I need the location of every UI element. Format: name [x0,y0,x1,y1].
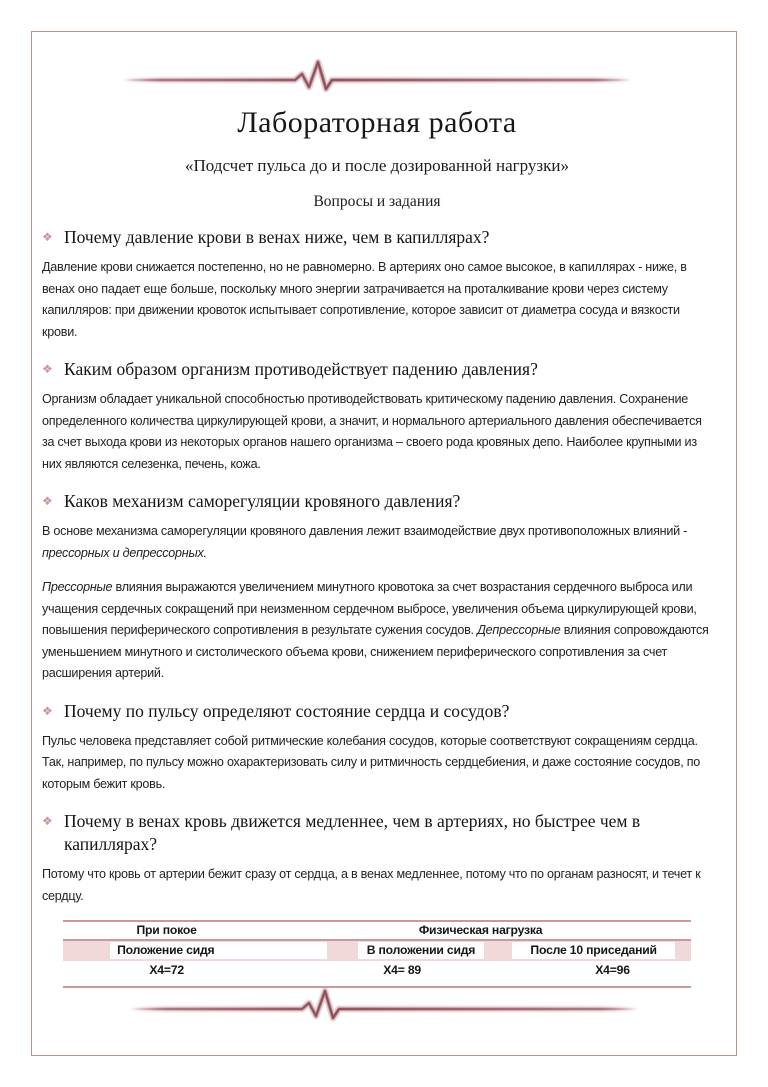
table-condition-cell-sitting-load: В положении сидя [358,942,484,959]
table-header-cell-rest: При покое [136,923,197,937]
question-text: Почему в венах кровь движется медленнее, чем в артериях, но быстрее чем в капиллярах? [64,811,641,854]
table-value-sitting-load: Х4= 89 [383,963,421,977]
answer-segment: Организм обладает уникальной способностью противодействовать критическому падению давления. Сохранение определенного количества циркулирующей крови, а значит, и нормального артериального давления обеспечивается за счет выхода крови из некоторых органов нашего организма – своего рода кровяных депо. Наиболее крупными из них являются селезенка, печень, кожа. [42,392,702,471]
question-text: Почему по пульсу определяют состояние сердца и сосудов? [64,700,510,721]
table-condition-row [63,941,691,961]
diamond-bullet-icon: ❖ [42,362,53,376]
page-subtitle: «Подсчет пульса до и после дозированной нагрузки» [185,156,569,175]
answer-segment: влияния сопровождаются уменьшением минутного и систолического объема крови, снижением периферического сопротивления за счет расширения артерий. [42,623,709,680]
diamond-bullet-icon: ❖ [42,703,53,718]
table-header-row [63,922,691,941]
answer-paragraph [42,389,712,475]
content-area [42,50,712,988]
question-text: Почему давление крови в венах ниже, чем в капиллярах? [64,227,490,247]
answer-paragraph [42,577,712,685]
diamond-bullet-icon: ❖ [42,814,53,828]
answer-segment: Давление крови снижается постепенно, но не равномерно. В артериях оно самое высокое, в капиллярах - ниже, в венах оно падает еще больше, поскольку много энергии затрачивается на проталкивание крови через систему капилляров: при движении кровоток испытывает сопротивление, которое зависит от диаметра сосуда и вязкости крови. [42,260,687,339]
table-value-squats: Х4=96 [595,963,630,977]
heartbeat-divider-top-icon [117,50,637,102]
answer-segment-italic: Прессорные [42,580,113,594]
answer-segment-italic: прессорных и депрессорных. [42,545,207,560]
question-heading [42,226,712,249]
answer-segment: В основе механизма саморегуляции кровяного давления лежит взаимодействие двух противоположных влияний - [42,524,688,538]
question-heading [42,358,712,381]
answer-paragraph [42,864,712,907]
heartbeat-divider-bottom-icon [124,979,644,1031]
table-value-rest: Х4=72 [149,963,184,977]
answer-paragraph [42,521,712,564]
question-text: Каким образом организм противодействует падению давления? [64,359,538,379]
diamond-bullet-icon: ❖ [42,230,53,244]
answer-segment: Потому что кровь от артерии бежит сразу от сердца, а в венах медленнее, потому что по органам разносят, и течет к сердцу. [42,867,701,903]
answer-segment: Пульс человека представляет собой ритмические колебания сосудов, которые соответствуют сокращениям сердца. Так, например, по пульсу можно охарактеризовать силу и ритмичность сердцебиения, и даже состояние сосудов, по которым бежит кровь. [42,733,701,791]
question-heading [42,490,712,513]
question-heading [42,810,712,856]
diamond-bullet-icon: ❖ [42,494,53,508]
answer-paragraph [42,257,712,343]
answer-paragraph [42,731,712,796]
answer-segment: влияния выражаются увеличением минутного кровотока за счет возрастания сердечного выброса или учащения сердечных сокращений при неизменном сердечном выбросе, увеличения объема циркулирующей крови, повышения периферического сопротивления в результате сужения сосудов. [42,580,697,637]
question-text: Каков механизм саморегуляции кровяного давления? [64,491,461,511]
page-title: Лабораторная работа [237,106,517,139]
table-condition-cell-sitting: Положение сидя [110,942,327,959]
section-heading: Вопросы и задания [313,193,441,210]
answer-segment-italic: Депрессорные [477,623,561,637]
table-condition-cell-squats: После 10 приседаний [512,942,675,959]
qa-list [42,226,712,907]
table-header-cell-load: Физическая нагрузка [418,923,543,937]
results-table [63,920,691,988]
question-heading [42,700,712,723]
